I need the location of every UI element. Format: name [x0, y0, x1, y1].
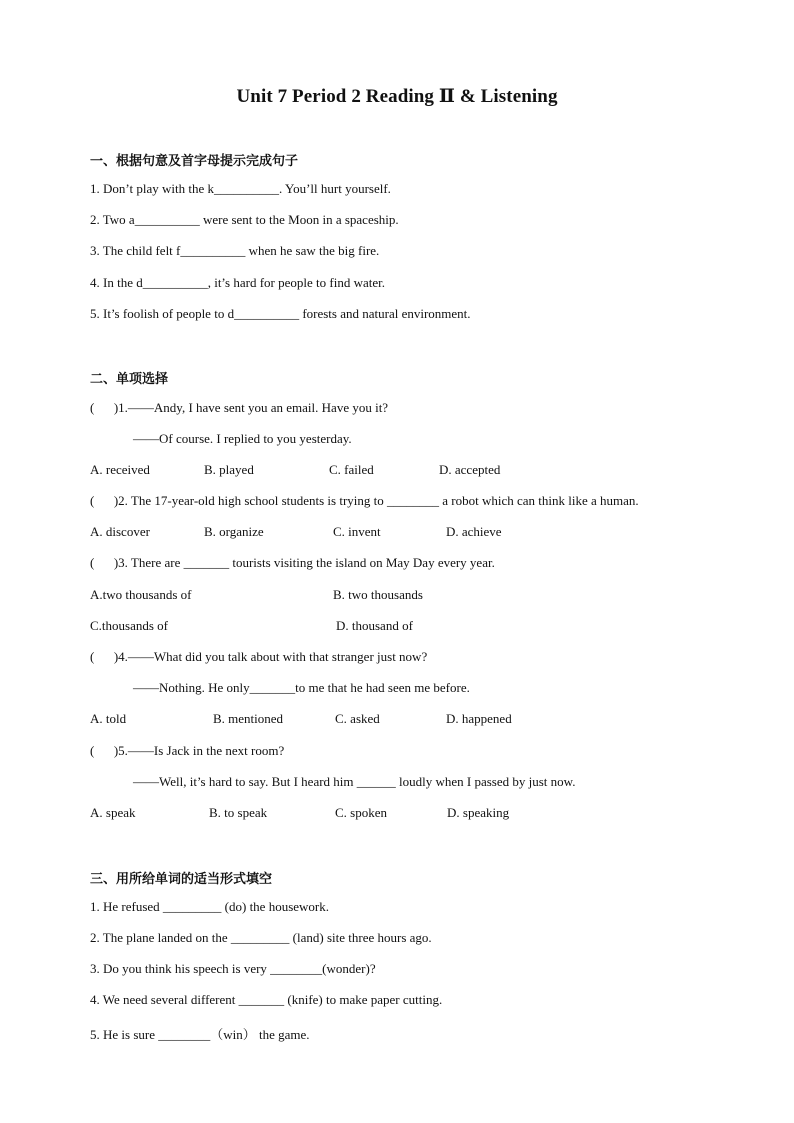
- question-1-option-b: B. played: [204, 462, 254, 477]
- question-2-option-c: C. invent: [333, 524, 381, 539]
- question-1-stem: ( )1.——Andy, I have sent you an email. Have you it?: [90, 400, 389, 415]
- question-5-option-d: D. speaking: [447, 805, 510, 820]
- question-1-reply: ——Of course. I replied to you yesterday.: [133, 431, 352, 446]
- section-heading-2: 二、单项选择: [90, 372, 169, 387]
- question-1-option-a: A. received: [90, 462, 150, 477]
- fill-sentence-1: 1. Don’t play with the k__________. You’ll hurt yourself.: [90, 181, 391, 196]
- fill-sentence-2: 2. Two a__________ were sent to the Moon in a spaceship.: [90, 212, 399, 227]
- question-3-stem: ( )3. There are _______ tourists visiting the island on May Day every year.: [90, 555, 495, 570]
- question-1-option-d: D. accepted: [439, 462, 501, 477]
- question-5-stem: ( )5.——Is Jack in the next room?: [90, 743, 285, 758]
- question-3-option-b: B. two thousands: [333, 587, 423, 602]
- question-4-option-d: D. happened: [446, 711, 512, 726]
- fill-sentence-5: 5. It’s foolish of people to d__________ forests and natural environment.: [90, 306, 471, 321]
- question-5-option-a: A. speak: [90, 805, 136, 820]
- question-2-option-d: D. achieve: [446, 524, 502, 539]
- word-form-sentence-2: 2. The plane landed on the _________ (land) site three hours ago.: [90, 930, 432, 945]
- page-title: Unit 7 Period 2 Reading Ⅱ & Listening: [236, 86, 558, 107]
- section-heading-3: 三、用所给单词的适当形式填空: [90, 872, 273, 887]
- question-1-option-c: C. failed: [329, 462, 374, 477]
- question-4-option-c: C. asked: [335, 711, 380, 726]
- question-2-option-a: A. discover: [90, 524, 150, 539]
- question-3-option-c: C.thousands of: [90, 618, 168, 633]
- word-form-sentence-4: 4. We need several different _______ (knife) to make paper cutting.: [90, 992, 443, 1007]
- question-5-reply: ——Well, it’s hard to say. But I heard him ______ loudly when I passed by just now.: [133, 774, 576, 789]
- question-3-option-d: D. thousand of: [336, 618, 413, 633]
- word-form-sentence-3: 3. Do you think his speech is very ________(wonder)?: [90, 961, 376, 976]
- question-5-option-b: B. to speak: [209, 805, 268, 820]
- question-4-option-a: A. told: [90, 711, 127, 726]
- fill-sentence-4: 4. In the d__________, it’s hard for people to find water.: [90, 275, 385, 290]
- question-3-option-a: A.two thousands of: [90, 587, 192, 602]
- question-4-stem: ( )4.——What did you talk about with that stranger just now?: [90, 649, 428, 664]
- word-form-sentence-5: 5. He is sure ________（win） the game.: [90, 1027, 310, 1042]
- question-2-option-b: B. organize: [204, 524, 264, 539]
- question-2-stem: ( )2. The 17-year-old high school students is trying to ________ a robot which can think like a human.: [90, 493, 639, 508]
- question-5-option-c: C. spoken: [335, 805, 387, 820]
- fill-sentence-3: 3. The child felt f__________ when he saw the big fire.: [90, 243, 380, 258]
- question-4-reply: ——Nothing. He only_______to me that he had seen me before.: [133, 680, 470, 695]
- question-4-option-b: B. mentioned: [213, 711, 284, 726]
- word-form-sentence-1: 1. He refused _________ (do) the housework.: [90, 899, 330, 914]
- section-heading-1: 一、根据句意及首字母提示完成句子: [90, 154, 299, 169]
